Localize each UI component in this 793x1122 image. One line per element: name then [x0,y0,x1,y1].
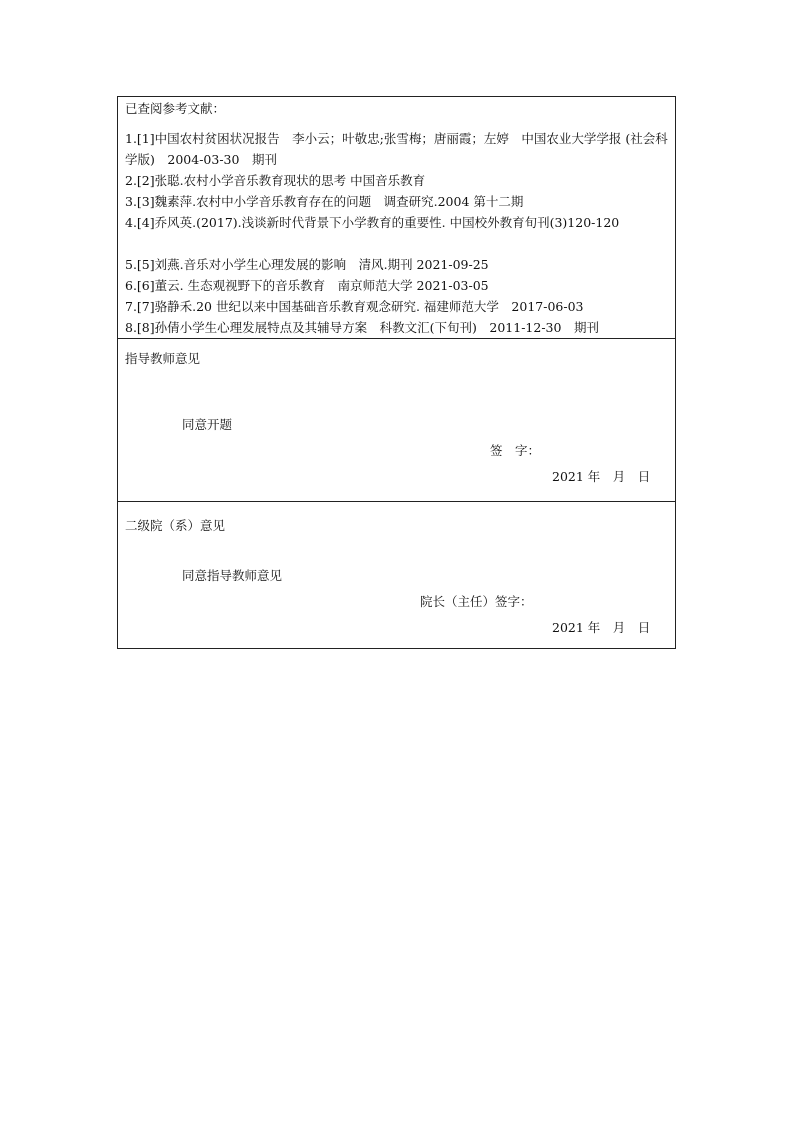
department-opinion-text: 同意指导教师意见 [182,568,283,583]
references-section [118,97,675,338]
department-opinion-section [118,501,675,648]
teacher-signature-label: 签 字： [490,443,541,458]
references-heading: 已查阅参考文献： [125,101,226,116]
department-signature-label: 院长（主任）签字： [420,594,533,609]
reference-item-8: 8.[8]孙倩小学生心理发展特点及其辅导方案 科教文汇(下旬刊) 2011-12-30 期刊 [125,320,599,335]
reference-item-1: 1.[1]中国农村贫困状况报告 李小云；叶敬忠;张雪梅；唐丽霞；左婷 中国农业大学学报 (社会科学版) 2004-03-30 期刊 [125,131,668,167]
reference-item-6: 6.[6]董云. 生态观视野下的音乐教育 南京师范大学 2021-03-05 [125,278,489,293]
reference-item-4: 4.[4]乔风英.(2017).浅谈新时代背景下小学教育的重要性. 中国校外教育旬刊(3)120-120 [125,215,620,230]
teacher-opinion-date: 2021 年 月 日 [552,469,651,484]
teacher-opinion-text: 同意开题 [182,417,233,432]
reference-item-3: 3.[3]魏素萍.农村中小学音乐教育存在的问题 调查研究.2004 第十二期 [125,194,524,209]
reference-item-2: 2.[2]张聪.农村小学音乐教育现状的思考 中国音乐教育 [125,173,426,188]
reference-item-7: 7.[7]骆静禾.20 世纪以来中国基础音乐教育观念研究. 福建师范大学 2017-06-03 [125,299,584,314]
department-opinion-date: 2021 年 月 日 [552,620,651,635]
proposal-form-table [117,96,676,649]
department-opinion-heading: 二级院（系）意见 [125,518,226,533]
teacher-opinion-heading: 指导教师意见 [125,351,201,366]
reference-item-5: 5.[5]刘燕.音乐对小学生心理发展的影响 清风.期刊 2021-09-25 [125,257,489,272]
teacher-opinion-section [118,338,675,501]
